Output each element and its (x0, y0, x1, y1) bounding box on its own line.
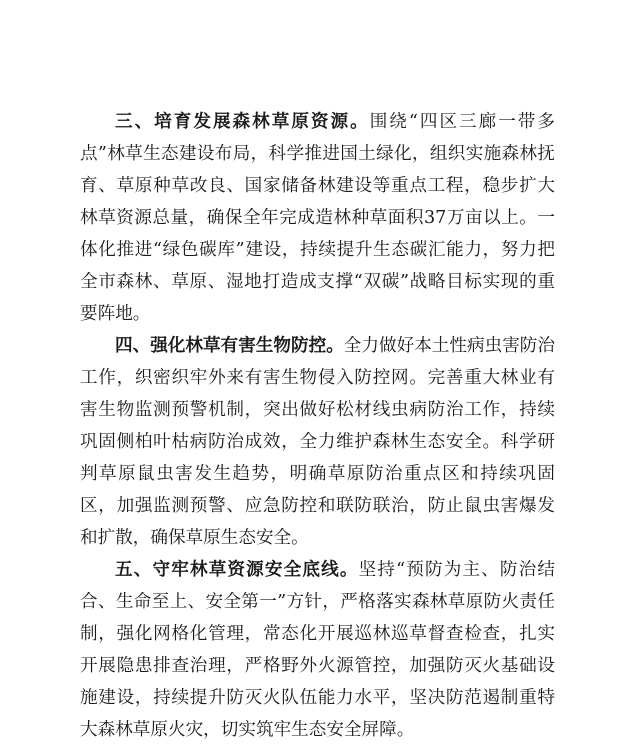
section-heading: 三、培育发展森林草原资源。 (115, 112, 370, 132)
section-body: 围绕“四区三廊一带多点”林草生态建设布局，科学推进国土绿化，组织实施森林抚育、草原种草改良、国家储备林建设等重点工程，稳步扩大林草资源总量，确保全年完成造林种草面积37万亩以上。一体化推进“绿色碳库”建设，持续提升生态碳汇能力，努力把全市森林、草原、湿地打造成支撑“双碳”战略目标实现的重要阵地。 (80, 112, 555, 324)
section-heading: 五、守牢林草资源安全底线。 (115, 560, 359, 580)
section-body: 全力做好本土性病虫害防治工作，织密织牢外来有害生物侵入防控网。完善重大林业有害生物监测预警机制，突出做好松材线虫病防治工作，持续巩固侧柏叶枯病防治成效，全力维护森林生态安全。科学研判草原鼠虫害发生趋势，明确草原防治重点区和持续巩固区，加强监测预警、应急防控和联防联治，防止鼠虫害爆发和扩散，确保草原生态安全。 (80, 336, 555, 548)
document-body (80, 106, 555, 746)
section-body: 坚持“预防为主、防治结合、生命至上、安全第一”方针，严格落实森林草原防火责任制，强化网格化管理，常态化开展巡林巡草督查检查，扎实开展隐患排查治理，严格野外火源管控，加强防灭火基础设施建设，持续提升防灭火队伍能力水平，坚决防范遏制重特大森林草原火灾，切实筑牢生态安全屏障。 (80, 560, 555, 740)
paragraph-safety-baseline (80, 554, 555, 746)
section-heading: 四、强化林草有害生物防控。 (115, 336, 344, 356)
paragraph-forest-grassland-resources (80, 106, 555, 330)
paragraph-pest-control (80, 330, 555, 554)
